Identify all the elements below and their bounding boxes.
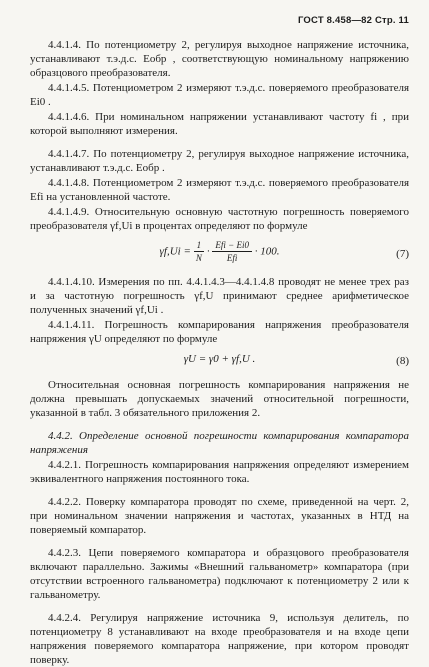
formula-7: γf,Ui = $\frac{1}{N}$ · $\frac{\text{Efi − Ei0}}{\text{Efi}}$ · 100. (7) xyxy=(159,240,409,263)
paragraph-4-4-2-3: 4.4.2.3. Цепи поверяемого компаратора и образцового преобразователя включают параллельно. Зажимы «Внешний гальванометр» компаратора (при отсутствии встроенного гальванометра) подключают к потенциометру 2 или к гальванометру. xyxy=(30,547,409,601)
paragraph-4-4-2-1: 4.4.2.1. Погрешность компарирования напряжения определяют измерением эквивалентного напряжения постоянного тока. xyxy=(30,459,409,485)
paragraph-4-4-1-4-11: 4.4.1.4.11. Погрешность компарирования напряжения преобразователя напряжения γU определяют по формуле xyxy=(30,319,409,345)
paragraph-error-limit: Относительная основная погрешность компарирования напряжения не должна превышать допускаемых значений относительной погрешности, указанной в табл. 3 обязательного приложения 2. xyxy=(30,379,409,419)
paragraph-4-4-2-2: 4.4.2.2. Поверку компаратора проводят по схеме, приведенной на черт. 2, при номинальном значении напряжения и частотах, указанных в НТД на поверяемый компаратор. xyxy=(30,496,409,536)
paragraph-4-4-2-4: 4.4.2.4. Регулируя напряжение источника 9, используя делитель, по потенциометру 8 устанавливают на входе преобразователя и на входе цепи напряжения поверяемого компаратора напряжение, при котором проводят поверку. xyxy=(30,612,409,666)
formula-7-fraction: $\frac{\text{Efi − Ei0}}{\text{Efi}}$ xyxy=(212,239,252,264)
formula-7-number: (7) xyxy=(396,248,409,260)
formula-8 xyxy=(30,352,409,370)
formula-8-number: (8) xyxy=(396,355,409,367)
formula-7-lhs: γf,Ui = xyxy=(159,245,191,258)
paragraph-4-4-1-4: 4.4.1.4. По потенциометру 2, регулируя выходное напряжение источника, устанавливают т.э.д.с. Eобр , соответствующую номинальному напряжению образцового преобразователя. xyxy=(30,39,409,79)
page-header: ГОСТ 8.458—82 Стр. 11 xyxy=(297,15,409,26)
formula-8-expression: γU = γ0 + γf,U . xyxy=(183,353,256,365)
formula-7-coefficient: $\frac{1}{N}$ xyxy=(194,239,205,264)
paragraph-4-4-1-4-10: 4.4.1.4.10. Измерения по пп. 4.4.1.4.3—4.4.1.4.8 проводят не менее трех раз и за частотную погрешность γf,U принимают среднее арифметическое полученных значений γf,Ui . xyxy=(30,276,409,316)
section-4-4-2-title: 4.4.2. Определение основной погрешности компарирования компаратора напряжения xyxy=(30,430,409,456)
paragraph-4-4-1-4-6: 4.4.1.4.6. При номинальном напряжении устанавливают частоту fi , при которой выполняют измерения. xyxy=(30,111,409,137)
paragraph-4-4-1-4-7: 4.4.1.4.7. По потенциометру 2, регулируя выходное напряжение источника, устанавливают т.э.д.с. Eобр . xyxy=(30,148,409,174)
formula-7-tail: · 100. xyxy=(254,245,280,258)
paragraph-4-4-1-4-5: 4.4.1.4.5. Потенциометром 2 измеряют т.э.д.с. поверяемого преобразователя Ei0 . xyxy=(30,82,409,108)
paragraph-4-4-1-4-9: 4.4.1.4.9. Относительную основную частотную погрешность поверяемого преобразователя γf,Ui в процентах определяют по формуле xyxy=(30,206,409,232)
paragraph-4-4-1-4-8: 4.4.1.4.8. Потенциометром 2 измеряют т.э.д.с. поверяемого преобразователя Efi на установленной частоте. xyxy=(30,177,409,203)
